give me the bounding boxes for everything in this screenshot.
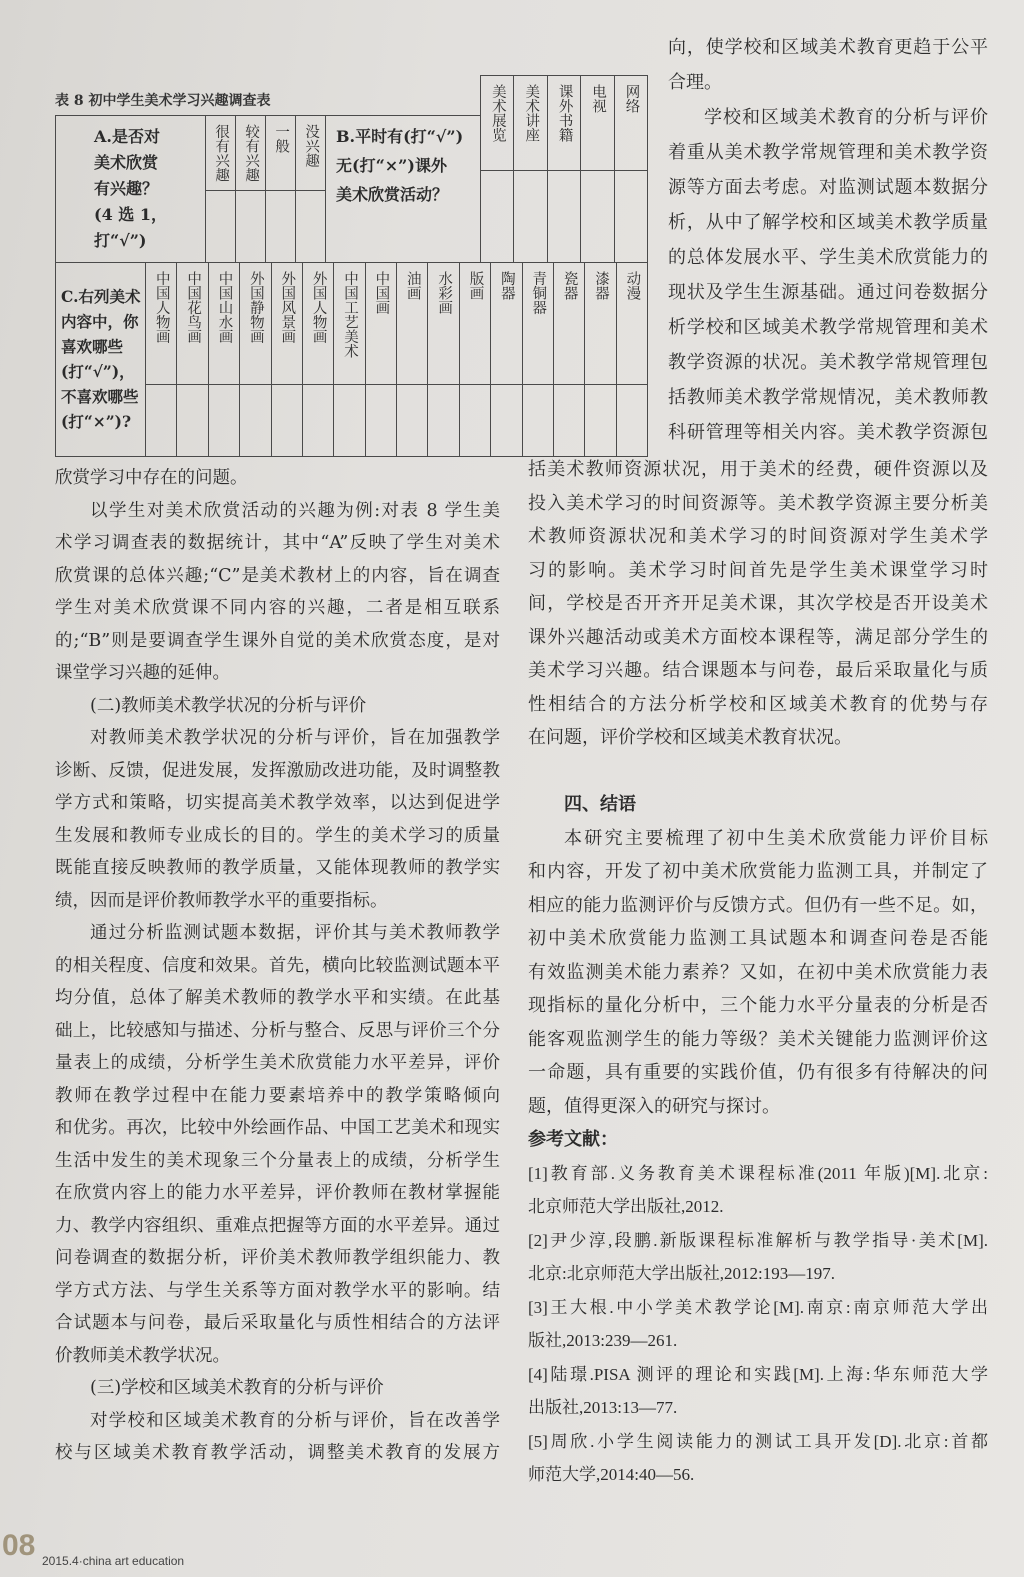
- paragraph: [55, 462, 500, 495]
- text-line: 绩，因而是评价教师教学水平的重要指标。: [55, 890, 388, 911]
- question-c-line: 喜欢哪些: [61, 337, 124, 356]
- option-header: [523, 263, 553, 385]
- reference-entry: [528, 1224, 988, 1291]
- response-cell: [397, 385, 427, 456]
- text-line: 题，值得更深入的研究与探讨。: [528, 1095, 780, 1117]
- text-line: 本研究主要梳理了初中生美术欣赏能力评价目标: [564, 827, 988, 849]
- question-b-line: B.平时有(打“√”): [336, 127, 464, 146]
- response-cell: [581, 171, 613, 262]
- option-header: [615, 76, 647, 171]
- option-header: [585, 263, 615, 385]
- text-line: (二)教师美术教学状况的分析与评价: [90, 695, 367, 716]
- option-header: [460, 263, 490, 385]
- text-line: 科研管理等相关内容。美术教学资源包: [668, 422, 988, 443]
- response-cell: [272, 385, 302, 456]
- section-heading: [55, 1372, 500, 1405]
- text-line: 间，学校是否开齐开足美术课，其次学校是否开设美术: [528, 593, 988, 614]
- reference-entry: [528, 1291, 988, 1358]
- option-column: [365, 263, 396, 456]
- text-line: 通过分析监测试题本数据，评价其与美术教师教学: [90, 923, 500, 943]
- text-line: 术教师资源状况和美术学习的时间资源对学生美术学: [528, 526, 988, 547]
- response-cell: [296, 191, 325, 262]
- response-cell: [481, 171, 513, 262]
- option-column: [146, 263, 176, 456]
- option-column: [490, 263, 521, 456]
- text-line: 欣赏学习中存在的问题。: [55, 468, 248, 488]
- option-column: [547, 76, 580, 262]
- text-line: 对学校和区域美术教育的分析与评价，旨在改善学: [90, 1410, 500, 1431]
- left-column: [55, 462, 500, 1470]
- response-cell: [460, 385, 490, 456]
- option-label: 青铜器: [530, 271, 547, 315]
- text-line: 北京师范大学出版社,2012.: [528, 1197, 724, 1216]
- option-column: [208, 263, 239, 456]
- text-line: 有效监测美术能力素养？又如，在初中美术欣赏能力表: [528, 961, 988, 983]
- response-cell: [209, 385, 239, 456]
- option-column: [553, 263, 584, 456]
- option-label: 中国山水画: [216, 271, 233, 344]
- option-header: [617, 263, 647, 385]
- option-header: [491, 263, 521, 385]
- option-label: 油画: [404, 271, 421, 300]
- question-b-options: [480, 75, 648, 263]
- text-line: 在欣赏内容上的能力水平差异，评价教师在教材掌握能: [55, 1183, 500, 1203]
- text-line: 教师在教学过程中在能力要素培养中的教学策略倾向: [55, 1085, 500, 1106]
- text-line: 量表上的成绩，分析学生美术欣赏能力水平差异，评价: [55, 1053, 500, 1073]
- text-line: 投入美术学习的时间资源等。美术教学资源主要分析美: [528, 492, 988, 514]
- text-line: 欣赏课的总体兴趣;“C”是美术教材上的内容，旨在调查: [55, 565, 500, 586]
- option-column: [513, 76, 546, 262]
- question-c-options: [145, 262, 648, 457]
- text-line: 学校和区域美术教育的分析与评价: [704, 107, 988, 128]
- text-line: 术学习调查表的数据统计，其中“A”反映了学生对美术: [55, 533, 500, 553]
- text-line: 初中美术欣赏能力监测工具试题本和调查问卷是否能: [528, 928, 988, 949]
- text-line: 习的影响。美术学习时间首先是学生美术课堂学习时: [528, 559, 988, 581]
- option-label: 一般: [273, 124, 290, 153]
- option-label: 外国风景画: [279, 271, 296, 344]
- survey-table: [55, 70, 648, 457]
- response-cell: [491, 385, 521, 456]
- option-label: 漆器: [593, 271, 610, 300]
- paragraph: [55, 722, 500, 917]
- option-label: 中国画: [373, 271, 390, 315]
- text-line: 学方式和策略，切实提高美术教学效率，以达到促进学: [55, 793, 500, 813]
- references-title: 参考文献：: [528, 1129, 618, 1150]
- question-a-line: A.是否对: [94, 127, 160, 146]
- text-line: 源等方面去考虑。对监测试题本数据分: [668, 177, 988, 198]
- response-cell: [514, 171, 546, 262]
- option-header: [146, 263, 176, 385]
- text-line: 括教师美术教学常规情况，美术教师教: [668, 387, 988, 408]
- text-line: [2]尹少淳,段鹏.新版课程标准解析与教学指导·美术[M].: [528, 1230, 988, 1250]
- text-line: 美术学习兴趣。结合课题本与问卷，最后采取量化与质: [528, 660, 988, 681]
- text-line: 既能直接反映教师的教学质量，又能体现教师的教学实: [55, 858, 500, 878]
- section-heading: [55, 690, 500, 723]
- option-label: 较有兴趣: [243, 124, 260, 182]
- option-column: [235, 116, 265, 262]
- option-column: [580, 76, 613, 262]
- option-column: [176, 263, 207, 456]
- option-header: [177, 263, 207, 385]
- question-b-cell: [325, 115, 481, 263]
- response-cell: [617, 385, 647, 456]
- question-c-line: 不喜欢哪些: [61, 387, 139, 406]
- text-line: 课堂学习兴趣的延伸。: [55, 663, 230, 683]
- paragraph: [668, 100, 988, 450]
- option-label: 版画: [467, 271, 484, 300]
- option-label: 网络: [623, 84, 640, 113]
- response-cell: [177, 385, 207, 456]
- option-label: 中国人物画: [153, 271, 170, 344]
- references-list: [528, 1157, 988, 1492]
- reference-entry: [528, 1358, 988, 1425]
- option-header: [481, 76, 513, 171]
- option-label: 中国花鸟画: [185, 271, 202, 344]
- text-line: 价教师美术教学状况。: [55, 1345, 230, 1366]
- text-line: 对教师美术教学状况的分析与评价，旨在加强教学: [90, 728, 500, 748]
- text-line: 着重从美术教学常规管理和美术教学资: [668, 142, 988, 163]
- option-column: [459, 263, 490, 456]
- paragraph: [528, 822, 988, 1124]
- text-line: (三)学校和区域美术教育的分析与评价: [90, 1378, 384, 1398]
- paragraph: [55, 917, 500, 1372]
- text-line: [1]教育部.义务教育美术课程标准(2011 年版)[M].北京:: [528, 1163, 988, 1183]
- option-label: 外国人物画: [310, 271, 327, 344]
- text-line: 的相关程度、信度和效果。首先，横向比较监测试题本平: [55, 955, 500, 976]
- response-cell: [523, 385, 553, 456]
- option-header: [240, 263, 270, 385]
- option-label: 电视: [590, 84, 607, 113]
- response-cell: [146, 385, 176, 456]
- response-cell: [236, 191, 265, 262]
- option-column: [271, 263, 302, 456]
- option-label: 陶器: [498, 271, 515, 300]
- option-header: [206, 116, 235, 191]
- option-column: [614, 76, 647, 262]
- option-header: [428, 263, 458, 385]
- text-line: 合理。: [668, 72, 722, 93]
- question-c-line: 内容中，你: [61, 312, 139, 331]
- reference-entry: [528, 1157, 988, 1224]
- option-column: [265, 116, 295, 262]
- option-header: [334, 263, 364, 385]
- response-cell: [366, 385, 396, 456]
- text-line: 师范大学,2014:40—56.: [528, 1465, 695, 1484]
- question-a-line: 美术欣赏: [94, 153, 159, 172]
- reference-entry: [528, 1425, 988, 1492]
- response-cell: [206, 191, 235, 262]
- text-line: 能客观监测学生的能力等级？美术关键能力监测评价这: [528, 1028, 988, 1050]
- option-header: [266, 116, 295, 191]
- right-column-bottom: [528, 453, 988, 1492]
- text-line: 课外兴趣活动或美术方面校本课程等，满足部分学生的: [528, 626, 988, 648]
- option-label: 瓷器: [561, 271, 578, 300]
- option-label: 外国静物画: [247, 271, 264, 344]
- option-header: [296, 116, 325, 191]
- response-cell: [334, 385, 364, 456]
- question-b-line: 美术欣赏活动？: [336, 185, 449, 204]
- text-line: [3]王大根.中小学美术教学论[M].南京:南京师范大学出: [528, 1297, 988, 1317]
- text-line: 教学资源的状况。美术教学常规管理包: [668, 352, 988, 373]
- question-a-line: 打“√”): [94, 231, 147, 250]
- option-header: [514, 76, 546, 171]
- option-column: [427, 263, 458, 456]
- question-c-line: C.右列美术: [61, 287, 141, 306]
- option-header: [397, 263, 427, 385]
- text-line: 相应的能力监测评价与反馈方式。但仍有一些不足。如，: [528, 894, 988, 916]
- question-a-line: 有兴趣？: [94, 179, 159, 198]
- option-header: [581, 76, 613, 171]
- option-header: [366, 263, 396, 385]
- text-line: 性相结合的方法分析学校和区域美术教育的优势与存: [528, 693, 988, 715]
- option-column: [295, 116, 325, 262]
- option-header: [554, 263, 584, 385]
- text-line: 础上，比较感知与描述、分析与整合、反思与评价三个分: [55, 1020, 500, 1041]
- response-cell: [548, 171, 580, 262]
- text-line: 现指标的量化分析中，三个能力水平分量表的分析是否: [528, 995, 988, 1016]
- response-cell: [615, 171, 647, 262]
- option-label: 没兴趣: [303, 124, 320, 168]
- option-label: 美术讲座: [523, 84, 540, 142]
- option-column: [206, 116, 235, 262]
- text-line: 一命题，具有重要的实践价值，仍有很多有待解决的问: [528, 1062, 988, 1083]
- text-line: 生活中发生的美术现象三个分量表上的成绩，分析学生: [55, 1150, 500, 1171]
- option-column: [396, 263, 427, 456]
- option-label: 中国工艺美术: [342, 271, 359, 358]
- option-column: [302, 263, 333, 456]
- text-line: 和内容，开发了初中美术欣赏能力监测工具，并制定了: [528, 861, 988, 882]
- question-b-line: 无(打“×”)课外: [336, 156, 447, 175]
- text-line: 生发展和教师专业成长的目的。学生的美术学习的质量: [55, 825, 500, 846]
- question-a-line: (4 选 1，: [94, 205, 167, 224]
- text-line: 学生对美术欣赏课不同内容的兴趣，二者是相互联系: [55, 598, 500, 618]
- text-line: 的总体发展水平、学生美术欣赏能力的: [668, 247, 988, 268]
- response-cell: [266, 191, 295, 262]
- text-line: 析学校和区域美术教学常规管理和美术: [668, 317, 988, 338]
- question-c-cell: [55, 262, 146, 457]
- issue-label: 2015.4·china art education: [42, 1554, 185, 1568]
- option-label: 课外书籍: [556, 84, 573, 142]
- option-header: [272, 263, 302, 385]
- response-cell: [303, 385, 333, 456]
- paragraph: [668, 30, 988, 100]
- text-line: 合试题本与问卷，最后采取量化与质性相结合的方法评: [55, 1313, 500, 1333]
- text-line: 现状及学生生源基础。通过问卷数据分: [668, 282, 988, 303]
- option-column: [481, 76, 513, 262]
- text-line: 在问题，评价学校和区域美术教育状况。: [528, 727, 852, 748]
- option-header: [209, 263, 239, 385]
- option-column: [584, 263, 615, 456]
- paragraph: [528, 453, 988, 755]
- option-label: 很有兴趣: [213, 124, 230, 182]
- response-cell: [585, 385, 615, 456]
- text-line: 力、教学内容组织、重难点把握等方面的水平差异。通过: [55, 1215, 500, 1236]
- text-line: 括美术教师资源状况，用于美术的经费，硬件资源以及: [528, 459, 988, 480]
- option-label: 水彩画: [436, 271, 453, 315]
- right-column-top: [668, 30, 988, 450]
- text-line: [4]陆璟.PISA 测评的理论和实践[M].上海:华东师范大学: [528, 1364, 988, 1384]
- paragraph: [55, 1405, 500, 1470]
- text-line: 均分值，总体了解美术教师的教学水平和实绩。在此基: [55, 988, 500, 1008]
- text-line: 学方式方法、与学生关系等方面对教学水平的影响。结: [55, 1280, 500, 1301]
- question-a-cell: [55, 115, 206, 263]
- text-line: 校与区域美术教育教学活动，调整美术教育的发展方: [55, 1443, 500, 1463]
- paragraph: [55, 495, 500, 690]
- option-column: [522, 263, 553, 456]
- option-column: [616, 263, 647, 456]
- option-column: [333, 263, 364, 456]
- question-c-line: (打“√”)，: [61, 362, 135, 381]
- text-line: 的;“B”则是要调查学生课外自觉的美术欣赏态度，是对: [55, 630, 500, 651]
- question-a-options: [205, 115, 326, 263]
- response-cell: [428, 385, 458, 456]
- section-title: 四、结语: [564, 794, 636, 815]
- text-line: [5]周欣.小学生阅读能力的测试工具开发[D].北京:首都: [528, 1431, 988, 1451]
- response-cell: [554, 385, 584, 456]
- text-line: 析，从中了解学校和区域美术教学质量: [668, 212, 988, 233]
- question-c-line: (打“×”)?: [61, 412, 132, 431]
- conclusion-text: [528, 822, 988, 1124]
- text-line: 版社,2013:239—261.: [528, 1331, 678, 1350]
- text-line: 诊断、反馈，促进发展，发挥激励改进功能，及时调整教: [55, 760, 500, 781]
- option-header: [236, 116, 265, 191]
- option-column: [239, 263, 270, 456]
- table-caption: 表 8 初中学生美术学习兴趣调查表: [55, 93, 271, 109]
- text-line: 出版社,2013:13—77.: [528, 1398, 678, 1417]
- option-label: 动漫: [624, 271, 641, 300]
- text-line: 问卷调查的数据分析，评价美术教师教学组织能力、教: [55, 1248, 500, 1268]
- page-number: 08: [2, 1529, 36, 1562]
- option-header: [303, 263, 333, 385]
- text-line: 以学生对美术欣赏活动的兴趣为例:对表 8 学生美: [90, 500, 500, 521]
- text-line: 和优劣。再次，比较中外绘画作品、中国工艺美术和现实: [55, 1118, 500, 1138]
- text-line: 北京:北京师范大学出版社,2012:193—197.: [528, 1264, 835, 1283]
- text-line: 向，使学校和区域美术教育更趋于公平: [668, 37, 988, 58]
- response-cell: [240, 385, 270, 456]
- body-text: [528, 453, 988, 755]
- option-header: [548, 76, 580, 171]
- option-label: 美术展览: [489, 84, 506, 142]
